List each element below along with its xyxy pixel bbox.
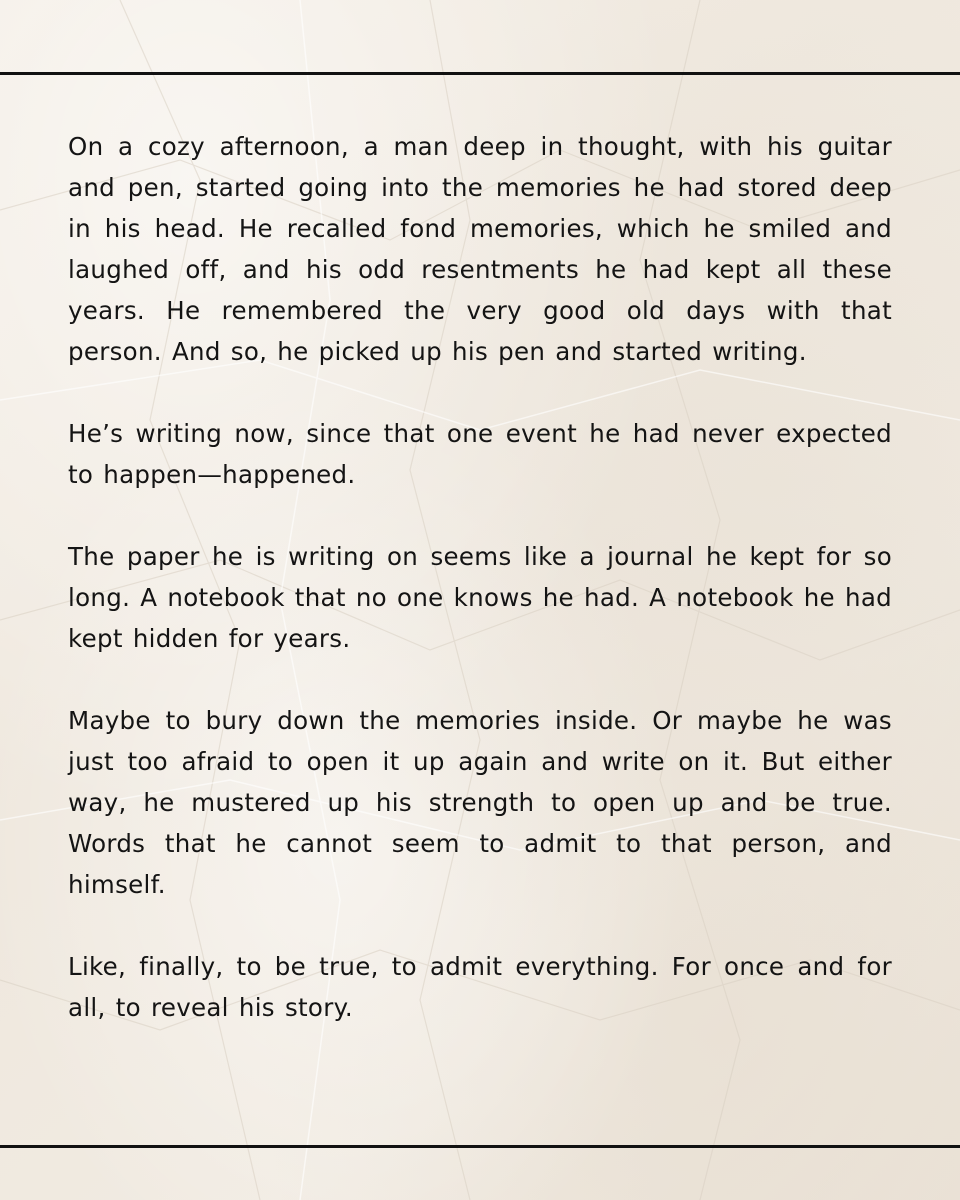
paragraph-2: He’s writing now, since that one event he had never expected to happen—happened.: [68, 419, 892, 489]
story-text: [68, 126, 892, 1069]
paragraph-3: The paper he is writing on seems like a journal he kept for so long. A notebook that no one knows he had. A notebook he had kept hidden for years.: [68, 542, 893, 653]
top-rule: [0, 72, 960, 75]
paragraph-1: On a cozy afternoon, a man deep in thought, with his guitar and pen, started going into the memories he had stored deep in his head. He recalled fond memories, which he smiled and laughed off, and his odd resentments he had kept all these years. He remembered the very good old days with that person. And so, he picked up his pen and started writing.: [68, 132, 892, 366]
bottom-rule: [0, 1145, 960, 1148]
paragraph-4: Maybe to bury down the memories inside. Or maybe he was just too afraid to open it up again and write on it. But either way, he mustered up his strength to open up and be true. Words that he cannot seem to admit to that person, and himself.: [68, 706, 892, 899]
paragraph-5: Like, finally, to be true, to admit everything. For once and for all, to reveal his story.: [68, 952, 892, 1022]
